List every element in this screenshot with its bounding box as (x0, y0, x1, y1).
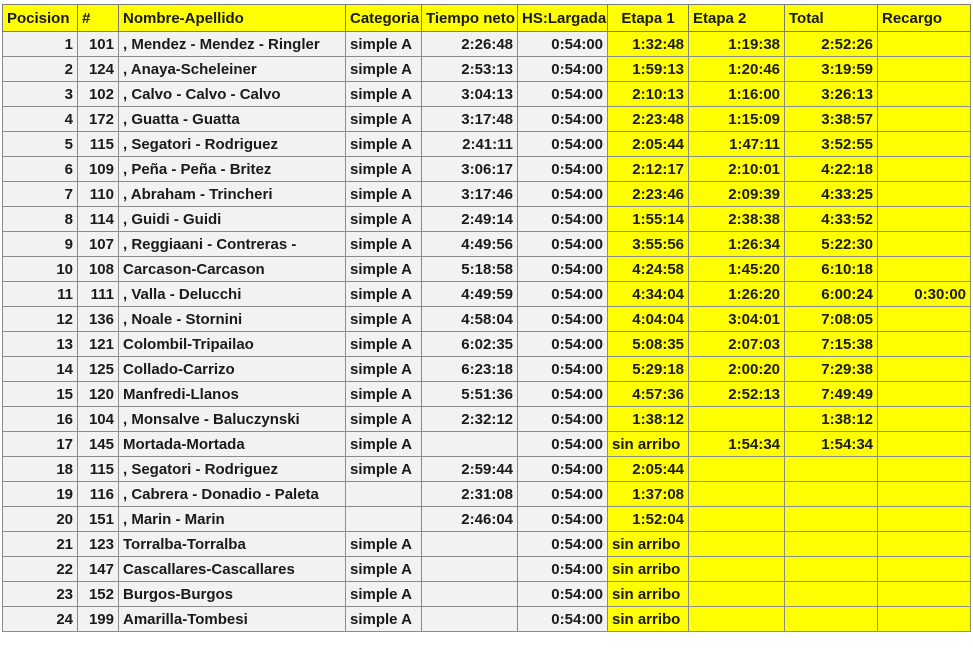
cell-tiempo-neto: 2:59:44 (422, 457, 518, 482)
cell-tiempo-neto: 2:46:04 (422, 507, 518, 532)
table-row (3, 607, 971, 632)
cell-total (785, 457, 878, 482)
cell-tiempo-neto: 6:23:18 (422, 357, 518, 382)
cell-etapa-2: 2:07:03 (689, 332, 785, 357)
cell-tiempo-neto: 2:26:48 (422, 32, 518, 57)
cell-posicion: 4 (3, 107, 78, 132)
cell-etapa-1: sin arribo (608, 607, 689, 632)
cell-categoria: simple A (346, 257, 422, 282)
header-total: Total (785, 5, 878, 32)
cell-posicion: 16 (3, 407, 78, 432)
cell-nombre: Manfredi-Llanos (119, 382, 346, 407)
header-nombre: Nombre-Apellido (119, 5, 346, 32)
cell-etapa-2: 1:15:09 (689, 107, 785, 132)
cell-etapa-1: 1:52:04 (608, 507, 689, 532)
header-categoria: Categoria (346, 5, 422, 32)
cell-number: 109 (78, 157, 119, 182)
cell-nombre: , Guatta - Guatta (119, 107, 346, 132)
cell-nombre: , Peña - Peña - Britez (119, 157, 346, 182)
cell-categoria: simple A (346, 57, 422, 82)
cell-tiempo-neto: 5:51:36 (422, 382, 518, 407)
cell-etapa-2 (689, 457, 785, 482)
cell-recargo (878, 257, 971, 282)
cell-posicion: 7 (3, 182, 78, 207)
cell-tiempo-neto: 3:17:46 (422, 182, 518, 207)
cell-largada: 0:54:00 (518, 282, 608, 307)
cell-nombre: , Valla - Delucchi (119, 282, 346, 307)
header-tiempo-neto: Tiempo neto (422, 5, 518, 32)
cell-categoria: simple A (346, 607, 422, 632)
cell-recargo (878, 532, 971, 557)
cell-recargo (878, 457, 971, 482)
cell-tiempo-neto: 2:41:11 (422, 132, 518, 157)
table-row (3, 307, 971, 332)
cell-nombre: Mortada-Mortada (119, 432, 346, 457)
cell-tiempo-neto (422, 582, 518, 607)
cell-number: 115 (78, 132, 119, 157)
cell-number: 107 (78, 232, 119, 257)
cell-nombre: , Guidi - Guidi (119, 207, 346, 232)
cell-etapa-1: 4:34:04 (608, 282, 689, 307)
cell-recargo (878, 557, 971, 582)
cell-etapa-2: 1:45:20 (689, 257, 785, 282)
table-row (3, 582, 971, 607)
table-row (3, 332, 971, 357)
table-row (3, 507, 971, 532)
cell-categoria: simple A (346, 407, 422, 432)
cell-nombre: , Marin - Marin (119, 507, 346, 532)
cell-largada: 0:54:00 (518, 382, 608, 407)
cell-number: 108 (78, 257, 119, 282)
cell-etapa-2 (689, 507, 785, 532)
cell-etapa-2: 1:20:46 (689, 57, 785, 82)
table-row (3, 232, 971, 257)
cell-nombre: , Anaya-Scheleiner (119, 57, 346, 82)
cell-etapa-1: 4:04:04 (608, 307, 689, 332)
cell-nombre: Amarilla-Tombesi (119, 607, 346, 632)
cell-recargo (878, 157, 971, 182)
cell-nombre: Carcason-Carcason (119, 257, 346, 282)
cell-posicion: 10 (3, 257, 78, 282)
cell-number: 120 (78, 382, 119, 407)
cell-etapa-1: sin arribo (608, 432, 689, 457)
table-row (3, 182, 971, 207)
cell-categoria: simple A (346, 82, 422, 107)
cell-etapa-1: 5:08:35 (608, 332, 689, 357)
cell-nombre: Cascallares-Cascallares (119, 557, 346, 582)
cell-posicion: 19 (3, 482, 78, 507)
cell-tiempo-neto (422, 607, 518, 632)
cell-tiempo-neto: 2:53:13 (422, 57, 518, 82)
cell-largada: 0:54:00 (518, 157, 608, 182)
table-row (3, 157, 971, 182)
cell-largada: 0:54:00 (518, 232, 608, 257)
cell-categoria: simple A (346, 157, 422, 182)
cell-categoria: simple A (346, 382, 422, 407)
cell-largada: 0:54:00 (518, 32, 608, 57)
table-row (3, 557, 971, 582)
cell-categoria (346, 507, 422, 532)
cell-largada: 0:54:00 (518, 607, 608, 632)
cell-recargo (878, 57, 971, 82)
cell-number: 124 (78, 57, 119, 82)
table-row (3, 382, 971, 407)
cell-posicion: 24 (3, 607, 78, 632)
cell-posicion: 12 (3, 307, 78, 332)
header-number: # (78, 5, 119, 32)
cell-largada: 0:54:00 (518, 457, 608, 482)
cell-etapa-2: 2:00:20 (689, 357, 785, 382)
cell-nombre: Collado-Carrizo (119, 357, 346, 382)
cell-etapa-1: 2:12:17 (608, 157, 689, 182)
cell-total: 6:10:18 (785, 257, 878, 282)
cell-total (785, 607, 878, 632)
cell-total: 7:15:38 (785, 332, 878, 357)
cell-etapa-1: 1:59:13 (608, 57, 689, 82)
cell-number: 199 (78, 607, 119, 632)
cell-recargo (878, 132, 971, 157)
cell-total: 3:52:55 (785, 132, 878, 157)
cell-number: 172 (78, 107, 119, 132)
cell-categoria: simple A (346, 182, 422, 207)
cell-largada: 0:54:00 (518, 132, 608, 157)
cell-total: 4:33:25 (785, 182, 878, 207)
cell-nombre: , Monsalve - Baluczynski (119, 407, 346, 432)
cell-categoria: simple A (346, 282, 422, 307)
cell-posicion: 20 (3, 507, 78, 532)
cell-tiempo-neto: 4:58:04 (422, 307, 518, 332)
cell-total (785, 507, 878, 532)
table-row (3, 407, 971, 432)
cell-nombre: , Segatori - Rodriguez (119, 132, 346, 157)
cell-etapa-1: 2:10:13 (608, 82, 689, 107)
cell-total: 7:08:05 (785, 307, 878, 332)
cell-total (785, 482, 878, 507)
cell-recargo (878, 107, 971, 132)
cell-posicion: 21 (3, 532, 78, 557)
cell-number: 101 (78, 32, 119, 57)
header-etapa-1: Etapa 1 (608, 5, 689, 32)
cell-etapa-2 (689, 532, 785, 557)
cell-posicion: 18 (3, 457, 78, 482)
cell-etapa-1: 1:55:14 (608, 207, 689, 232)
cell-nombre: , Noale - Stornini (119, 307, 346, 332)
table-row (3, 207, 971, 232)
cell-nombre: , Mendez - Mendez - Ringler (119, 32, 346, 57)
cell-number: 125 (78, 357, 119, 382)
cell-number: 104 (78, 407, 119, 432)
table-row (3, 57, 971, 82)
header-posicion: Pocision (3, 5, 78, 32)
cell-largada: 0:54:00 (518, 582, 608, 607)
cell-posicion: 5 (3, 132, 78, 157)
cell-etapa-1: sin arribo (608, 582, 689, 607)
cell-etapa-2: 1:16:00 (689, 82, 785, 107)
cell-recargo (878, 207, 971, 232)
cell-categoria: simple A (346, 332, 422, 357)
cell-recargo (878, 307, 971, 332)
cell-total (785, 582, 878, 607)
cell-number: 136 (78, 307, 119, 332)
cell-nombre: Burgos-Burgos (119, 582, 346, 607)
cell-largada: 0:54:00 (518, 307, 608, 332)
cell-recargo (878, 382, 971, 407)
cell-total: 6:00:24 (785, 282, 878, 307)
cell-nombre: , Abraham - Trincheri (119, 182, 346, 207)
cell-categoria: simple A (346, 532, 422, 557)
cell-categoria: simple A (346, 32, 422, 57)
cell-categoria (346, 482, 422, 507)
cell-etapa-2 (689, 482, 785, 507)
cell-largada: 0:54:00 (518, 82, 608, 107)
cell-total (785, 557, 878, 582)
cell-posicion: 17 (3, 432, 78, 457)
cell-total: 3:26:13 (785, 82, 878, 107)
cell-largada: 0:54:00 (518, 482, 608, 507)
cell-number: 110 (78, 182, 119, 207)
cell-number: 152 (78, 582, 119, 607)
cell-largada: 0:54:00 (518, 57, 608, 82)
cell-etapa-2: 1:19:38 (689, 32, 785, 57)
cell-etapa-1: 2:23:46 (608, 182, 689, 207)
cell-etapa-2 (689, 407, 785, 432)
cell-total: 1:38:12 (785, 407, 878, 432)
cell-tiempo-neto: 2:32:12 (422, 407, 518, 432)
header-recargo: Recargo (878, 5, 971, 32)
cell-number: 111 (78, 282, 119, 307)
cell-nombre: Torralba-Torralba (119, 532, 346, 557)
cell-nombre: , Segatori - Rodriguez (119, 457, 346, 482)
table-row (3, 432, 971, 457)
cell-etapa-1: 1:37:08 (608, 482, 689, 507)
cell-largada: 0:54:00 (518, 507, 608, 532)
cell-largada: 0:54:00 (518, 557, 608, 582)
cell-etapa-1: 1:38:12 (608, 407, 689, 432)
cell-largada: 0:54:00 (518, 257, 608, 282)
header-etapa-2: Etapa 2 (689, 5, 785, 32)
cell-number: 123 (78, 532, 119, 557)
cell-posicion: 2 (3, 57, 78, 82)
cell-largada: 0:54:00 (518, 332, 608, 357)
cell-categoria: simple A (346, 457, 422, 482)
cell-number: 121 (78, 332, 119, 357)
cell-posicion: 22 (3, 557, 78, 582)
cell-categoria: simple A (346, 582, 422, 607)
table-row (3, 257, 971, 282)
cell-total: 3:19:59 (785, 57, 878, 82)
cell-posicion: 23 (3, 582, 78, 607)
cell-recargo (878, 82, 971, 107)
cell-nombre: , Calvo - Calvo - Calvo (119, 82, 346, 107)
cell-tiempo-neto (422, 532, 518, 557)
cell-total: 7:49:49 (785, 382, 878, 407)
table-row (3, 107, 971, 132)
header-largada: HS:Largada (518, 5, 608, 32)
cell-largada: 0:54:00 (518, 357, 608, 382)
cell-etapa-2 (689, 557, 785, 582)
table-row (3, 282, 971, 307)
cell-total: 7:29:38 (785, 357, 878, 382)
cell-tiempo-neto (422, 557, 518, 582)
cell-nombre: Colombil-Tripailao (119, 332, 346, 357)
cell-etapa-2: 2:09:39 (689, 182, 785, 207)
cell-etapa-1: 4:57:36 (608, 382, 689, 407)
cell-categoria: simple A (346, 557, 422, 582)
cell-posicion: 14 (3, 357, 78, 382)
cell-categoria: simple A (346, 132, 422, 157)
cell-nombre: , Reggiaani - Contreras - (119, 232, 346, 257)
header-row (3, 5, 971, 32)
cell-nombre: , Cabrera - Donadio - Paleta (119, 482, 346, 507)
cell-total: 4:22:18 (785, 157, 878, 182)
cell-tiempo-neto: 3:17:48 (422, 107, 518, 132)
cell-recargo (878, 32, 971, 57)
cell-etapa-2: 2:52:13 (689, 382, 785, 407)
cell-total: 4:33:52 (785, 207, 878, 232)
cell-etapa-2: 1:26:20 (689, 282, 785, 307)
cell-posicion: 8 (3, 207, 78, 232)
cell-etapa-1: 2:05:44 (608, 457, 689, 482)
cell-etapa-2: 1:47:11 (689, 132, 785, 157)
cell-tiempo-neto: 4:49:56 (422, 232, 518, 257)
cell-recargo (878, 582, 971, 607)
cell-recargo: 0:30:00 (878, 282, 971, 307)
cell-largada: 0:54:00 (518, 407, 608, 432)
cell-posicion: 11 (3, 282, 78, 307)
cell-posicion: 3 (3, 82, 78, 107)
cell-recargo (878, 232, 971, 257)
cell-posicion: 13 (3, 332, 78, 357)
cell-total: 2:52:26 (785, 32, 878, 57)
cell-etapa-2: 1:26:34 (689, 232, 785, 257)
cell-etapa-2: 3:04:01 (689, 307, 785, 332)
cell-etapa-1: sin arribo (608, 557, 689, 582)
cell-largada: 0:54:00 (518, 432, 608, 457)
cell-recargo (878, 607, 971, 632)
cell-categoria: simple A (346, 207, 422, 232)
table-row (3, 532, 971, 557)
cell-number: 147 (78, 557, 119, 582)
cell-recargo (878, 357, 971, 382)
cell-etapa-1: 2:05:44 (608, 132, 689, 157)
cell-categoria: simple A (346, 357, 422, 382)
cell-recargo (878, 407, 971, 432)
cell-posicion: 1 (3, 32, 78, 57)
cell-number: 102 (78, 82, 119, 107)
cell-recargo (878, 182, 971, 207)
cell-categoria: simple A (346, 107, 422, 132)
cell-total (785, 532, 878, 557)
cell-number: 116 (78, 482, 119, 507)
table-row (3, 357, 971, 382)
cell-etapa-1: sin arribo (608, 532, 689, 557)
cell-etapa-2 (689, 582, 785, 607)
cell-number: 115 (78, 457, 119, 482)
cell-etapa-2: 2:38:38 (689, 207, 785, 232)
table-row (3, 82, 971, 107)
cell-etapa-2: 1:54:34 (689, 432, 785, 457)
cell-tiempo-neto: 4:49:59 (422, 282, 518, 307)
cell-number: 114 (78, 207, 119, 232)
cell-etapa-1: 1:32:48 (608, 32, 689, 57)
cell-tiempo-neto: 6:02:35 (422, 332, 518, 357)
cell-tiempo-neto: 3:04:13 (422, 82, 518, 107)
cell-number: 145 (78, 432, 119, 457)
cell-posicion: 6 (3, 157, 78, 182)
cell-posicion: 15 (3, 382, 78, 407)
table-row (3, 482, 971, 507)
cell-tiempo-neto: 2:49:14 (422, 207, 518, 232)
cell-number: 151 (78, 507, 119, 532)
cell-recargo (878, 507, 971, 532)
cell-posicion: 9 (3, 232, 78, 257)
cell-total: 3:38:57 (785, 107, 878, 132)
cell-tiempo-neto: 3:06:17 (422, 157, 518, 182)
cell-etapa-1: 5:29:18 (608, 357, 689, 382)
cell-total: 1:54:34 (785, 432, 878, 457)
cell-recargo (878, 432, 971, 457)
cell-tiempo-neto: 5:18:58 (422, 257, 518, 282)
cell-largada: 0:54:00 (518, 107, 608, 132)
table-row (3, 132, 971, 157)
cell-largada: 0:54:00 (518, 532, 608, 557)
cell-recargo (878, 482, 971, 507)
cell-etapa-1: 4:24:58 (608, 257, 689, 282)
table-row (3, 457, 971, 482)
cell-etapa-1: 2:23:48 (608, 107, 689, 132)
cell-total: 5:22:30 (785, 232, 878, 257)
cell-tiempo-neto (422, 432, 518, 457)
cell-tiempo-neto: 2:31:08 (422, 482, 518, 507)
cell-categoria: simple A (346, 307, 422, 332)
cell-recargo (878, 332, 971, 357)
cell-etapa-2: 2:10:01 (689, 157, 785, 182)
cell-largada: 0:54:00 (518, 207, 608, 232)
cell-largada: 0:54:00 (518, 182, 608, 207)
cell-etapa-1: 3:55:56 (608, 232, 689, 257)
table-row (3, 32, 971, 57)
cell-categoria: simple A (346, 232, 422, 257)
results-table (2, 4, 971, 632)
cell-etapa-2 (689, 607, 785, 632)
cell-categoria: simple A (346, 432, 422, 457)
